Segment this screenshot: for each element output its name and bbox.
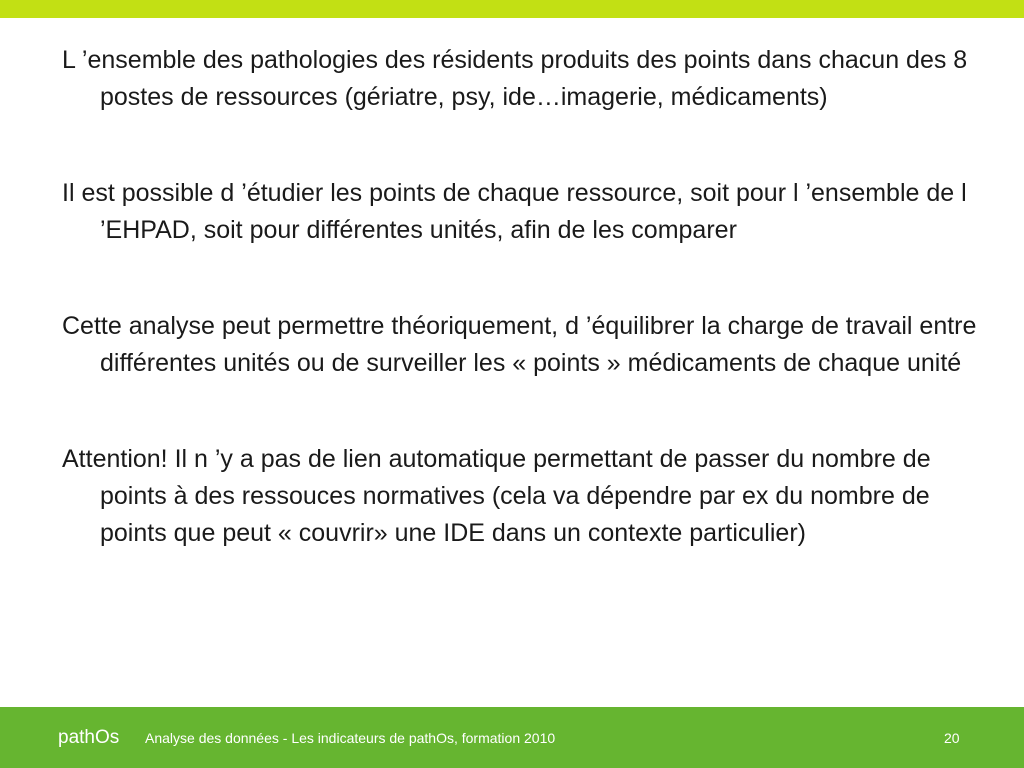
footer-brand: pathOs [58, 727, 120, 748]
top-accent-bar [0, 0, 1024, 18]
footer-caption: Analyse des données - Les indicateurs de pathOs, formation 2010 [145, 730, 556, 746]
footer-bar [0, 707, 1024, 768]
paragraph-4: Attention! Il n ’y a pas de lien automatique permettant de passer du nombre de points à des ressouces normatives (cela va dépendre par ex du nombre de points que peut « couvrir» une IDE dans un contexte particulier) [62, 445, 931, 547]
slide-body [62, 42, 982, 611]
paragraph-1: L ’ensemble des pathologies des résidents produits des points dans chacun des 8 postes de ressources (gériatre, psy, ide…imagerie, médicaments) [62, 46, 968, 111]
paragraph-2: Il est possible d ’étudier les points de chaque ressource, soit pour l ’ensemble de l ’EHPAD, soit pour différentes unités, afin de les comparer [62, 179, 967, 244]
page-number: 20 [944, 730, 960, 746]
paragraph-3: Cette analyse peut permettre théoriquement, d ’équilibrer la charge de travail entre différentes unités ou de surveiller les « points » médicaments de chaque unité [62, 312, 977, 377]
